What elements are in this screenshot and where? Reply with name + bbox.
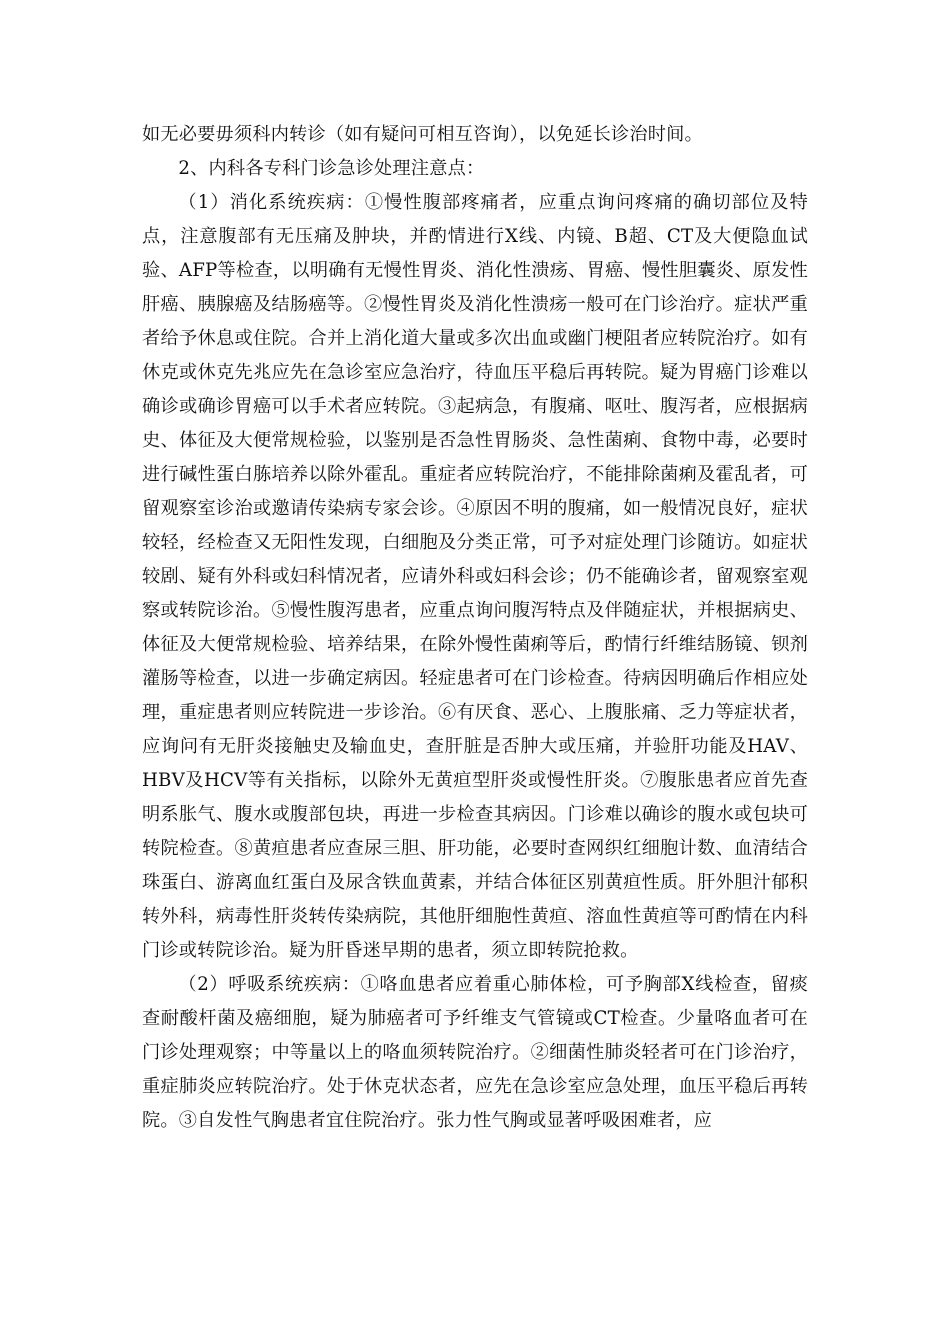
paragraph-digestive-system: （1）消化系统疾病：①慢性腹部疼痛者，应重点询问疼痛的确切部位及特点，注意腹部有无压痛及肿块，并酌情进行X线、内镜、B超、CT及大便隐血试验、AFP等检查，以明确有无慢性胃炎、消化性溃疡、胃癌、慢性胆囊炎、原发性肝癌、胰腺癌及结肠癌等。②慢性胃炎及消化性溃疡一般可在门诊治疗。症状严重者给予休息或住院。合并上消化道大量或多次出血或幽门梗阻者应转院治疗。如有休克或休克先兆应先在急诊室应急治疗，待血压平稳后再转院。疑为胃癌门诊难以确诊或确诊胃癌可以手术者应转院。③起病急，有腹痛、呕吐、腹泻者，应根据病史、体征及大便常规检验，以鉴别是否急性胃肠炎、急性菌痢、食物中毒，必要时进行碱性蛋白胨培养以除外霍乱。重症者应转院治疗，不能排除菌痢及霍乱者，可留观察室诊治或邀请传染病专家会诊。④原因不明的腹痛，如一般情况良好，症状较轻，经检查又无阳性发现，白细胞及分类正常，可予对症处理门诊随访。如症状较剧、疑有外科或妇科情况者，应请外科或妇科会诊；仍不能确诊者，留观察室观察或转院诊治。⑤慢性腹泻患者，应重点询问腹泻特点及伴随症状，并根据病史、体征及大便常规检验、培养结果，在除外慢性菌痢等后，酌情行纤维结肠镜、钡剂灌肠等检查，以进一步确定病因。轻症患者可在门诊检查。待病因明确后作相应处理，重症患者则应转院进一步诊治。⑥有厌食、恶心、上腹胀痛、乏力等症状者，应询问有无肝炎接触史及输血史，查肝脏是否肿大或压痛，并验肝功能及HAV、HBV及HCV等有关指标，以除外无黄疸型肝炎或慢性肝炎。⑦腹胀患者应首先查明系胀气、腹水或腹部包块，再进一步检查其病因。门诊难以确诊的腹水或包块可转院检查。⑧黄疸患者应查尿三胆、肝功能，必要时查网织红细胞计数、血清结合珠蛋白、游离血红蛋白及尿含铁血黄素，并结合体征区别黄疸性质。肝外胆汁郁积转外科，病毒性肝炎转传染病院，其他肝细胞性黄疸、溶血性黄疸等可酌情在内科门诊或转院诊治。疑为肝昏迷早期的患者，须立即转院抢救。: [142, 192, 808, 961]
paragraph-continuation: 如无必要毋须科内转诊（如有疑问可相互咨询），以免延长诊治时间。: [142, 124, 703, 145]
document-body: [142, 118, 808, 1138]
paragraph-respiratory-system: （2）呼吸系统疾病：①咯血患者应着重心肺体检，可予胸部X线检查，留痰查耐酸杆菌及癌细胞，疑为肺癌者可予纤维支气管镜或CT检查。少量咯血者可在门诊处理观察；中等量以上的咯血须转院治疗。②细菌性肺炎轻者可在门诊治疗，重症肺炎应转院治疗。处于休克状态者，应先在急诊室应急处理，血压平稳后再转院。③自发性气胸患者宜住院治疗。张力性气胸或显著呼吸困难者，应: [142, 974, 808, 1131]
section-heading: 2、内科各专科门诊急诊处理注意点：: [178, 158, 485, 179]
